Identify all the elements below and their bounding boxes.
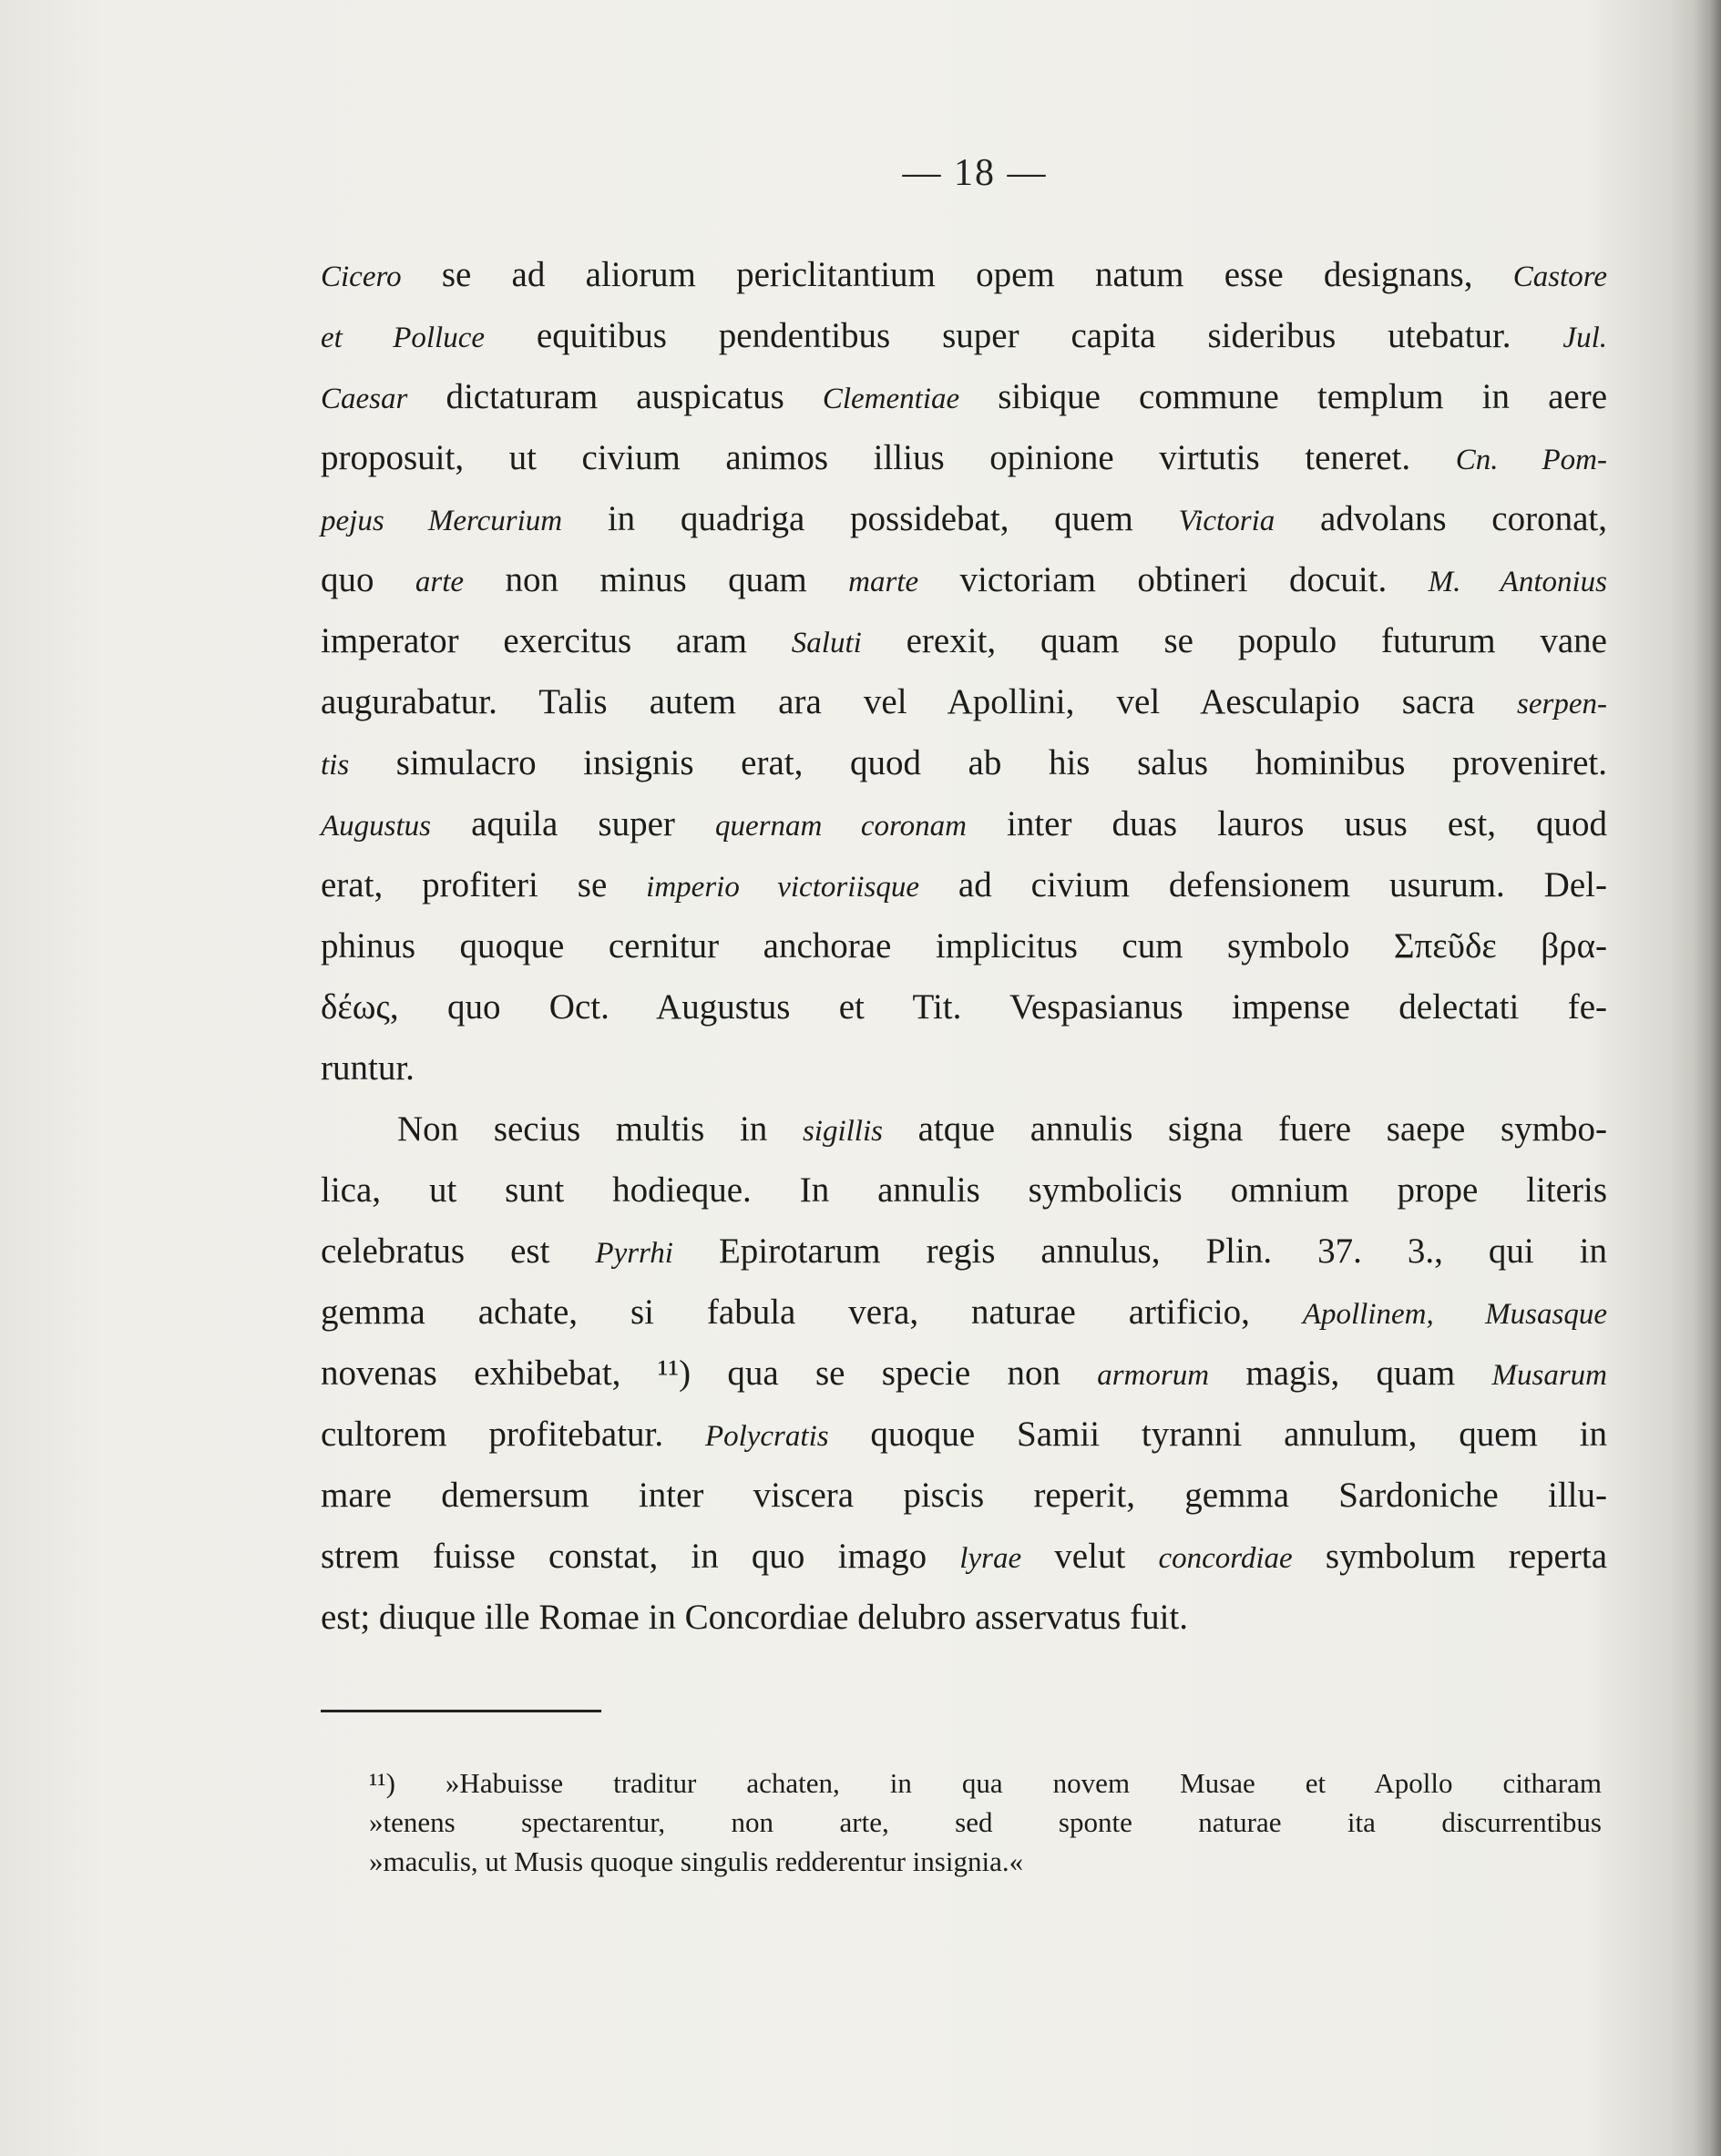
text-line: δέως, quo Oct. Augustus et Tit. Vespasianus impense delectati fe-	[321, 987, 1607, 1027]
italic-term: serpen-	[1517, 688, 1607, 720]
italic-term: Musarum	[1491, 1359, 1607, 1392]
text-line: erat, profiteri se imperio victoriisque ad civium defensionem usurum. Del-	[321, 865, 1607, 904]
footnote-line: »tenens spectarentur, non arte, sed sponte naturae ita discurrentibus	[369, 1806, 1602, 1838]
italic-term: Cicero	[321, 261, 402, 293]
text-line: phinus quoque cernitur anchorae implicitus cum symbolo Σπεῦδε βρα-	[321, 926, 1607, 966]
text-line: proposuit, ut civium animos illius opinione virtutis teneret. Cn. Pom-	[321, 438, 1607, 477]
italic-term: Clementiae	[822, 383, 960, 415]
footnote-line: ¹¹) »Habuisse traditur achaten, in qua novem Musae et Apollo citharam	[369, 1767, 1602, 1799]
footnote-line: »maculis, ut Musis quoque singulis redderentur insignia.«	[369, 1845, 1024, 1877]
text-line: Caesar dictaturam auspicatus Clementiae sibique commune templum in aere	[321, 377, 1607, 416]
text-line: pejus Mercurium in quadriga possidebat, quem Victoria advolans coronat,	[321, 499, 1607, 538]
text-line: tis simulacro insignis erat, quod ab his salus hominibus proveniret.	[321, 743, 1607, 782]
text-line: strem fuisse constat, in quo imago lyrae velut concordiae symbolum reperta	[321, 1537, 1607, 1576]
italic-term: concordiae	[1158, 1542, 1293, 1575]
text-line: Non secius multis in sigillis atque annulis signa fuere saepe symbo-	[397, 1109, 1607, 1149]
text-line: imperator exercitus aram Saluti erexit, quam se populo futurum vane	[321, 621, 1607, 660]
text-line: lica, ut sunt hodieque. In annulis symbolicis omnium prope literis	[321, 1170, 1607, 1210]
text-line: cultorem profitebatur. Polycratis quoque Samii tyranni annulum, quem in	[321, 1415, 1607, 1454]
italic-term: Castore	[1512, 261, 1607, 293]
text-line: Augustus aquila super quernam coronam inter duas lauros usus est, quod	[321, 804, 1608, 843]
italic-term: arte	[415, 566, 465, 598]
text-line: est; diuque ille Romae in Concordiae delubro asservatus fuit.	[321, 1598, 1189, 1637]
text-line: Cicero se ad aliorum periclitantium opem natum esse designans, Castore	[321, 255, 1607, 294]
italic-term: Caesar	[321, 383, 408, 415]
italic-term: armorum	[1097, 1359, 1210, 1392]
text-line: gemma achate, si fabula vera, naturae artificio, Apollinem, Musasque	[321, 1293, 1607, 1332]
italic-term: Cn. Pom-	[1455, 444, 1607, 476]
text-line: et Polluce equitibus pendentibus super capita sideribus utebatur. Jul.	[321, 316, 1607, 355]
italic-term: Pyrrhi	[595, 1237, 673, 1270]
text-line: augurabatur. Talis autem ara vel Apollini, vel Aesculapio sacra serpen-	[321, 682, 1607, 721]
italic-term: sigillis	[802, 1115, 883, 1148]
footnote-separator	[321, 1710, 601, 1712]
text-line: quo arte non minus quam marte victoriam obtineri docuit. M. Antonius	[321, 560, 1608, 599]
italic-term: lyrae	[959, 1542, 1022, 1575]
italic-term: Polycratis	[704, 1420, 829, 1453]
footnote-block	[369, 1763, 1602, 1881]
italic-term: marte	[848, 566, 919, 598]
italic-term: M. Antonius	[1428, 566, 1608, 598]
italic-term: tis	[321, 749, 350, 782]
page-number: — 18 —	[902, 152, 1048, 194]
italic-term: Saluti	[791, 627, 862, 659]
text-line: mare demersum inter viscera piscis reperit, gemma Sardoniche illu-	[321, 1476, 1607, 1515]
text-line: runtur.	[321, 1048, 415, 1088]
italic-term: Apollinem, Musasque	[1302, 1298, 1607, 1331]
italic-term: pejus Mercurium	[321, 505, 563, 537]
italic-term: Victoria	[1178, 505, 1275, 537]
italic-term: imperio victoriisque	[646, 871, 920, 904]
page-edge-shadow	[1694, 0, 1721, 2156]
italic-term: et Polluce	[321, 322, 485, 354]
italic-term: Augustus	[321, 810, 432, 843]
italic-term: Jul.	[1562, 322, 1607, 354]
text-line: celebratus est Pyrrhi Epirotarum regis annulus, Plin. 37. 3., qui in	[321, 1231, 1607, 1271]
italic-term: quernam coronam	[714, 810, 967, 843]
text-line: novenas exhibebat, ¹¹) qua se specie non armorum magis, quam Musarum	[321, 1354, 1607, 1393]
main-text-block	[321, 244, 1607, 1648]
